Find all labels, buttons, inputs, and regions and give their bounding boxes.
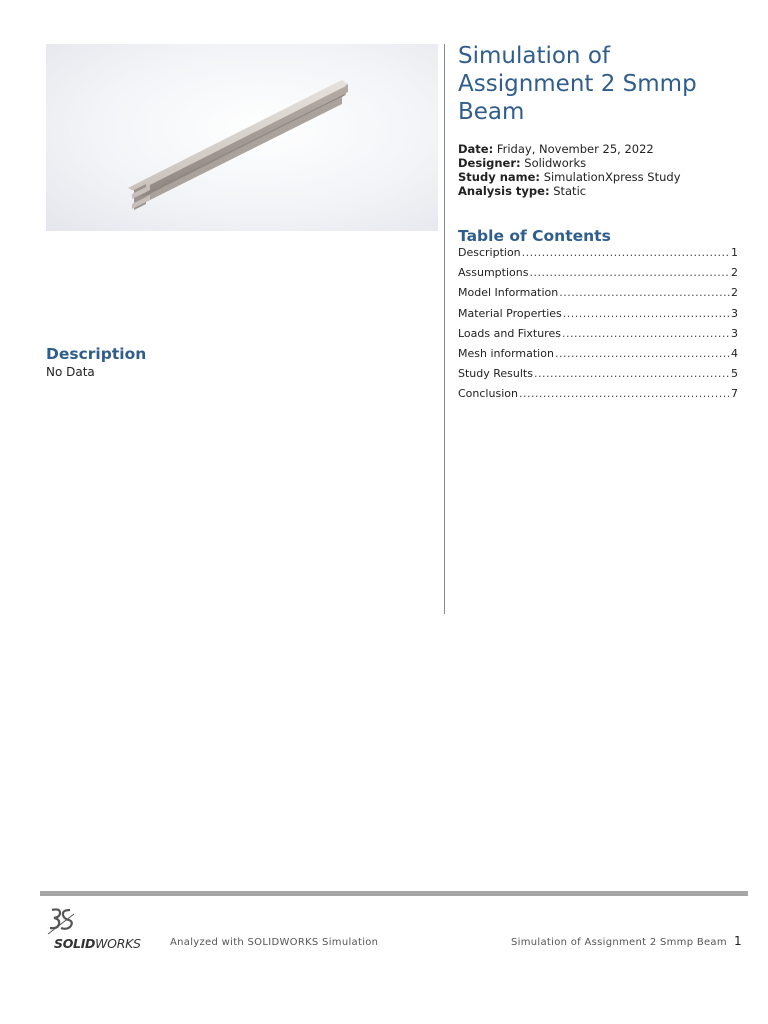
solidworks-logo-icon xyxy=(46,906,76,936)
toc-item-model-information[interactable]: Model Information ..... 2 xyxy=(458,286,738,306)
solidworks-logo xyxy=(46,906,156,954)
toc-item-study-results[interactable]: Study Results ..... 5 xyxy=(458,367,738,387)
toc-item-conclusion[interactable]: Conclusion ..... 7 xyxy=(458,387,738,407)
page-title: Simulation of Assignment 2 Smmp Beam xyxy=(458,43,697,125)
table-of-contents xyxy=(458,246,738,408)
solidworks-wordmark: SOLIDWORKS xyxy=(54,936,141,951)
toc-item-loads-and-fixtures[interactable]: Loads and Fixtures ..... 3 xyxy=(458,327,738,347)
toc-heading: Table of Contents xyxy=(458,227,611,245)
footer-analyzed-with: Analyzed with SOLIDWORKS Simulation xyxy=(170,937,379,948)
description-text: No Data xyxy=(46,365,95,379)
footer-document-title: Simulation of Assignment 2 Smmp Beam xyxy=(511,937,727,948)
toc-item-mesh-information[interactable]: Mesh information ..... 4 xyxy=(458,347,738,367)
meta-analysis-type: Analysis type: Static xyxy=(458,184,587,198)
model-image xyxy=(46,44,438,231)
description-heading: Description xyxy=(46,345,147,363)
toc-item-assumptions[interactable]: Assumptions ..... 2 xyxy=(458,266,738,286)
i-beam-model-icon xyxy=(46,44,438,231)
meta-study-name: Study name: SimulationXpress Study xyxy=(458,170,681,184)
toc-item-description[interactable]: Description ..... 1 xyxy=(458,246,738,266)
footer-rule xyxy=(40,891,748,896)
page-number: 1 xyxy=(734,934,742,948)
study-meta xyxy=(458,142,758,198)
toc-item-material-properties[interactable]: Material Properties ..... 3 xyxy=(458,307,738,327)
meta-date: Date: Friday, November 25, 2022 xyxy=(458,142,654,156)
column-divider xyxy=(444,44,445,614)
meta-designer: Designer: Solidworks xyxy=(458,156,587,170)
